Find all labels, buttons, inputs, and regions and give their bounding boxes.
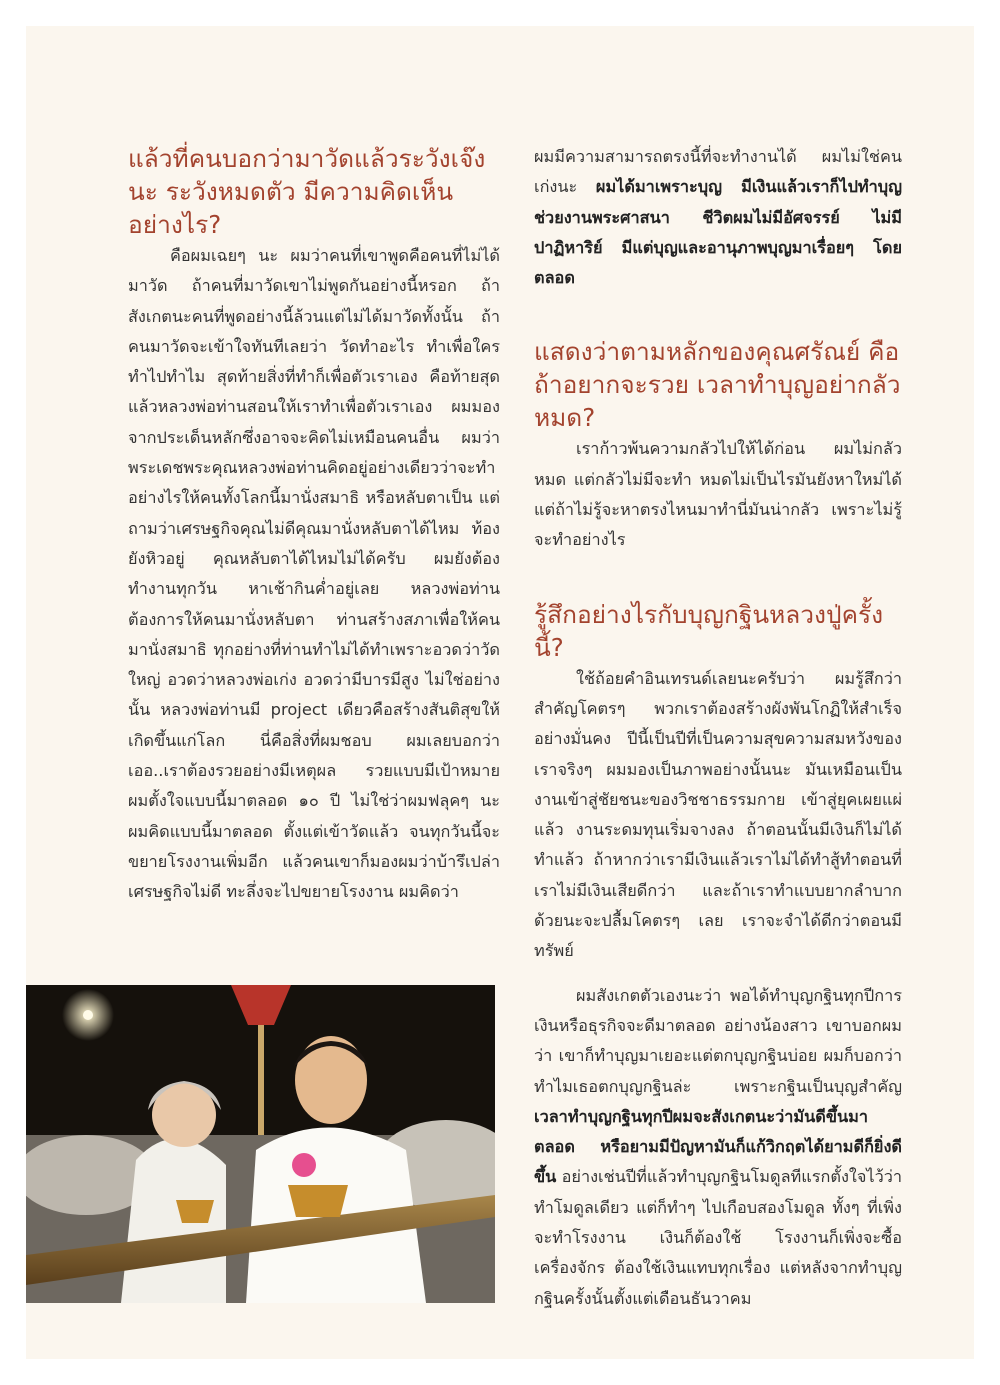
answer-paragraph-4 [534,981,902,1314]
answer-paragraph-1: คือผมเฉยๆ นะ ผมว่าคนที่เขาพูดคือคนที่ไม่ได้มาวัด ถ้าคนที่มาวัดเขาไม่พูดกันอย่างนี้หรอก ถ้าสังเกตนะคนที่พูดอย่างนี้ล้วนแต่ไม่ได้มาวัดทั้งนั้น ถ้าคนมาวัดจะเข้าใจทันทีเลยว่า วัดทำอะไร ทำเพื่อใคร ทำไปทำไม สุดท้ายสิ่งที่ทำก็เพื่อตัวเราเอง คือท้ายสุดแล้วหลวงพ่อท่านสอนให้เราทำเพื่อตัวเราเอง ผมมองจากประเด็นหลักซึ่งอาจจะคิดไม่เหมือนคนอื่น ผมว่าพระเดชพระคุณหลวงพ่อท่านคิดอยู่อย่างเดียวว่าจะทำอย่างไรให้คนทั้งโลกนี้มานั่งสมาธิ หรือหลับตาเป็น แต่ถามว่าเศรษฐกิจคุณไม่ดีคุณมานั่งหลับตาได้ไหม ท้องยังหิวอยู่ คุณหลับตาได้ไหมไม่ได้ครับ ผมยังต้องทำงานทุกวัน หาเช้ากินค่ำอยู่เลย หลวงพ่อท่านต้องการให้คนมานั่งหลับตา ท่านสร้างสภาเพื่อให้คนมานั่งสมาธิ ทุกอย่างที่ท่านทำไม่ได้ทำเพราะอวดว่าวัดใหญ่ อวดว่าหลวงพ่อเก่ง อวดว่ามีบารมีสูง ไม่ใช่อย่างนั้น หลวงพ่อท่านมี project เดียวคือสร้างสันติสุขให้เกิดขึ้นแก่โลก นี่คือสิ่งที่ผมชอบ ผมเลยบอกว่า เออ..เราต้องรวยอย่างมีเหตุผล รวยแบบมีเป้าหมาย ผมตั้งใจแบบนี้มาตลอด ๑๐ ปี ไม่ใช่ว่าผมฟลุคๆ นะ ผมคิดแบบนี้มาตลอด ตั้งแต่เข้าวัดแล้ว จนทุกวันนี้จะขยายโรงงานเพิ่มอีก แล้วคนเขาก็มองผมว่าบ้ารึเปล่า เศรษฐกิจไม่ดี ทะลึ่งจะไปขยายโรงงาน ผมคิดว่า [128,246,500,902]
question-heading-3: รู้สึกอย่างไรกับบุญกฐินหลวงปู่ครั้งนี้? [534,599,884,662]
event-photo [26,985,495,1303]
left-column [128,142,500,908]
right-column [534,142,902,1314]
question-heading-1: แล้วที่คนบอกว่ามาวัดแล้วระวังเจ๊งนะ ระวังหมดตัว มีความคิดเห็นอย่างไร? [128,144,486,239]
answer-paragraph-3: ใช้ถ้อยคำอินเทรนด์เลยนะครับว่า ผมรู้สึกว่าสำคัญโคตรๆ พวกเราต้องสร้างผังพันโกฏิให้สำเร็จอย่างมั่นคง ปีนี้เป็นปีที่เป็นความสุขความสมหวังของเราจริงๆ ผมมองเป็นภาพอย่างนั้นนะ มันเหมือนเป็นงานเข้าสู่ชัยชนะของวิชชาธรรมกาย เข้าสู่ยุคเผยแผ่แล้ว งานระดมทุนเริ่มจางลง ถ้าตอนนั้นมีเงินก็ไม่ได้ทำแล้ว ถ้าหากว่าเรามีเงินแล้วเราไม่ได้ทำสู้ทำตอนที่เราไม่มีเงินเสียดีกว่า และถ้าเราทำแบบยากลำบากด้วยนะจะปลื้มโคตรๆ เลย เราจะจำได้ดีกว่าตอนมีทรัพย์ [534,668,902,961]
answer-text: อย่างเช่นปีที่แล้วทำบุญกฐินโมดูลทีแรกตั้งใจไว้ว่าทำโมดูลเดียว แต่ก็ทำๆ ไปเกือบสองโมดูล ทั้งๆ ที่เพิ่งจะทำโรงงาน เงินก็ต้องใช้ โรงงานก็เพิ่งจะซื้อเครื่องจักร ต้องใช้เงินแทบทุกเรื่อง แต่หลังจากทำบุญกฐินครั้งนั้นตั้งแต่เดือนธันวาคม [534,1167,902,1308]
answer-emphasis: เวลาทำบุญกฐินทุกปีผมจะสังเกตนะว่ามันดีขึ้นมาตลอด หรือยามมีปัญหามันก็แก้วิกฤตได้ยามดีก็ยิ่งดีขึ้น [534,1106,902,1187]
answer-paragraph-2: เราก้าวพ้นความกลัวไปให้ได้ก่อน ผมไม่กลัวหมด แต่กลัวไม่มีจะทำ หมดไม่เป็นไรมันยังหาใหม่ได้ แต่ถ้าไม่รู้จะหาตรงไหนมาทำนี่มันน่ากลัว เพราะไม่รู้จะทำอย่างไร [534,439,902,550]
answer-text: ผมสังเกตตัวเองนะว่า พอได้ทำบุญกฐินทุกปีการเงินหรือธุรกิจจะดีมาตลอด อย่างน้องสาว เขาบอกผมว่า เขาก็ทำบุญมาเยอะแต่ตกบุญกฐินบ่อย ผมก็บอกว่า ทำไมเธอตกบุญกฐินล่ะ เพราะกฐินเป็นบุญสำคัญ [534,985,902,1096]
answer-paragraph-1-continued [534,142,902,293]
question-heading-2: แสดงว่าตามหลักของคุณศรัณย์ คือ ถ้าอยากจะรวย เวลาทำบุญอย่ากลัวหมด? [534,337,901,433]
answer-emphasis: ผมได้มาเพราะบุญ มีเงินแล้วเราก็ไปทำบุญช่วยงานพระศาสนา ชีวิตผมไม่มีอัศจรรย์ ไม่มีปาฏิหาริย์ มีแต่บุญและอานุภาพบุญมาเรื่อยๆ โดยตลอด [534,177,902,288]
answer-text: ผมมีความสามารถตรงนี้ที่จะทำงานได้ ผมไม่ใช่คนเก่งนะ [534,147,902,197]
